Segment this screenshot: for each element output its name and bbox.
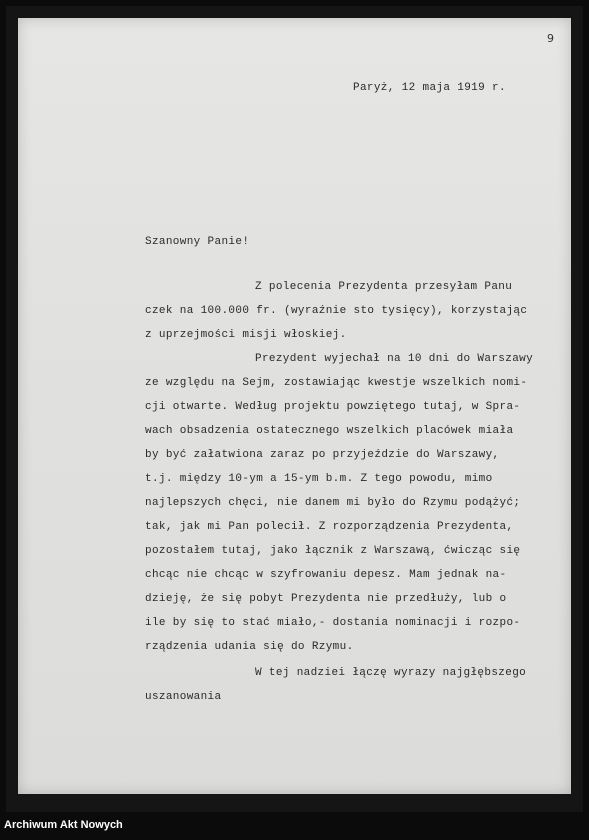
letter-line: czek na 100.000 fr. (wyraźnie sto tysięcy), korzystając: [145, 305, 528, 317]
archive-label: Archiwum Akt Nowych: [4, 819, 123, 831]
letter-line: W tej nadziei łączę wyrazy najgłębszego: [255, 667, 527, 679]
letter-line: tak, jak mi Pan polecił. Z rozporządzenia Prezydenta,: [145, 521, 514, 533]
letter-line: t.j. między 10-ym a 15-ym b.m. Z tego powodu, mimo: [145, 473, 493, 485]
letter-line: z uprzejmości misji włoskiej.: [145, 329, 347, 341]
letter-line: dzieję, że się pobyt Prezydenta nie przedłuży, lub o: [145, 593, 507, 605]
salutation: Szanowny Panie!: [145, 236, 250, 248]
letter-line: wach obsadzenia ostatecznego wszelkich placówek miała: [145, 425, 514, 437]
letter-page: [18, 18, 571, 794]
letter-line: uszanowania: [145, 691, 222, 703]
letter-line: ile by się to stać miało,- dostania nominacji i rozpo-: [145, 617, 521, 629]
letter-line: by być załatwiona zaraz po przyjeździe do Warszawy,: [145, 449, 500, 461]
letter-line: cji otwarte. Według projektu powziętego tutaj, w Spra-: [145, 401, 521, 413]
letter-line: chcąc nie chcąc w szyfrowaniu depesz. Mam jednak na-: [145, 569, 507, 581]
letter-line: Prezydent wyjechał na 10 dni do Warszawy: [255, 353, 534, 365]
letter-line: pozostałem tutaj, jako łącznik z Warszawą, ćwicząc się: [145, 545, 521, 557]
letter-line: Z polecenia Prezydenta przesyłam Panu: [255, 281, 513, 293]
place-date: Paryż, 12 maja 1919 r.: [353, 82, 506, 94]
letter-line: rządzenia udania się do Rzymu.: [145, 641, 354, 653]
page-number: 9: [547, 32, 554, 45]
letter-line: najlepszych chęci, nie danem mi było do Rzymu podążyć;: [145, 497, 521, 509]
letter-line: ze względu na Sejm, zostawiając kwestje wszelkich nomi-: [145, 377, 528, 389]
archive-footer: [0, 812, 589, 840]
